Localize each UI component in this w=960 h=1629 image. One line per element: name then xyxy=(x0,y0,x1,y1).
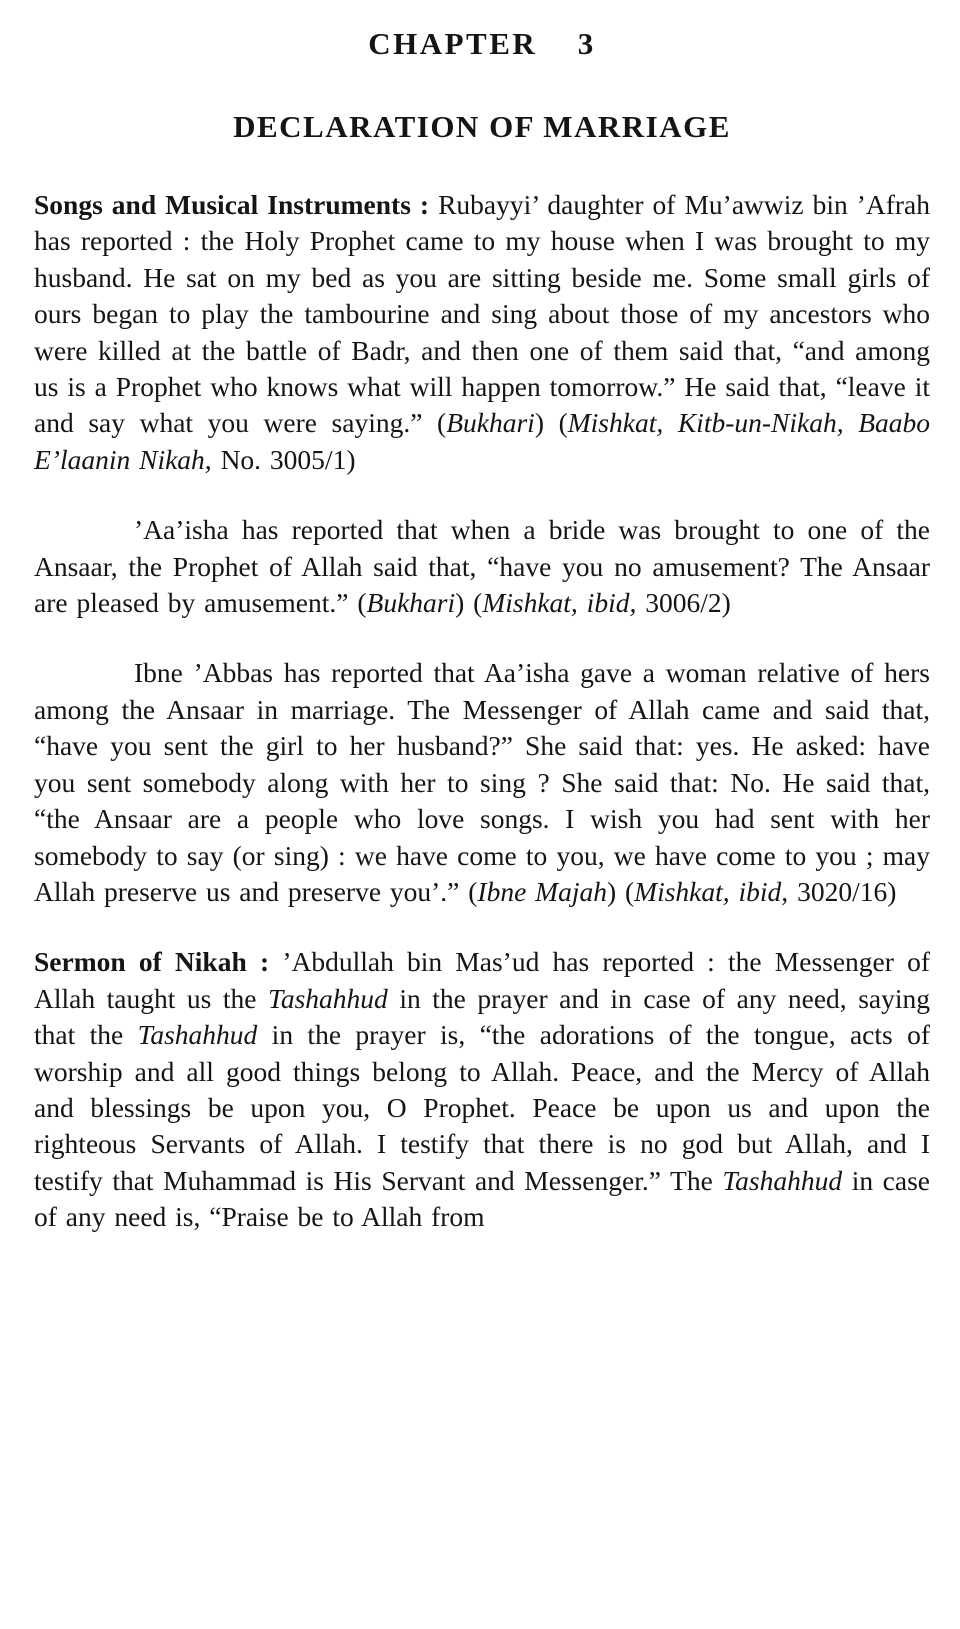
text-segment-normal: in case of any need is, “Praise be to Allah from xyxy=(34,1164,930,1233)
page-paragraphs xyxy=(34,187,930,1236)
text-segment-normal: 3020/16) xyxy=(788,875,897,907)
text-segment-normal: in the prayer and in case of any need, saying that the xyxy=(34,982,930,1051)
text-segment-normal: Rubayyi’ daughter of Mu’awwiz bin ’Afrah has reported : the Holy Prophet came to my house when I was brought to my husband. He sat on my bed as you are sitting beside me. Some small girls of ours began to play the tambourine and sing about those of my ancestors who were killed at the battle of Badr, and then one of them said that, “and among us is a Prophet who knows what will happen tomorrow.” He said that, “leave it and say what you were saying.” ( xyxy=(34,189,930,439)
text-segment-normal: ’Abdullah bin Mas’ud has reported : the Messenger of Allah taught us the xyxy=(34,946,931,1014)
section-title: DECLARATION OF MARRIAGE xyxy=(233,109,731,144)
text-segment-bold: Sermon of Nikah : xyxy=(34,946,283,978)
text-segment-italic: Tashahhud xyxy=(137,1019,258,1051)
text-segment-normal: ’Aa’isha has reported that when a bride was brought to one of the Ansaar, the Prophet of Allah said that, “have you no amusement? The Ansaar are pleased by amusement.” ( xyxy=(34,514,930,619)
text-segment-normal: No. 3005/1) xyxy=(211,443,356,475)
text-segment-italic: Tashahhud xyxy=(722,1164,843,1196)
text-segment-italic: Bukhari xyxy=(446,407,535,439)
text-segment-italic: Mishkat, Kitb-un-Nikah, Baabo E’laanin Nikah, xyxy=(34,407,930,475)
paragraph-2 xyxy=(34,512,930,621)
paragraph-3 xyxy=(34,655,930,910)
text-segment-normal: ) ( xyxy=(455,587,483,619)
text-segment-bold: Songs and Musical Instruments : xyxy=(34,189,439,220)
text-segment-italic: Mishkat, ibid, xyxy=(634,875,789,907)
paragraph-4 xyxy=(34,944,930,1235)
text-segment-italic: Mishkat, ibid, xyxy=(482,587,637,619)
text-segment-italic: Tashahhud xyxy=(268,982,388,1014)
text-segment-normal: in the prayer is, “the adorations of the tongue, acts of worship and all good things belong to Allah. Peace, and the Mercy of Allah and blessings be upon you, O Prophet. Peace be upon us and upon the righteous Servants of Allah. I testify that there is no god but Allah, and I testify that Muhammad is His Servant and Messenger.” The xyxy=(34,1019,931,1196)
text-segment-normal: 3006/2) xyxy=(636,587,731,619)
text-segment-normal: ) ( xyxy=(606,875,635,907)
chapter-title: CHAPTER 3 xyxy=(368,26,596,61)
text-segment-italic: Ibne Majah xyxy=(477,875,607,907)
text-segment-normal: Ibne ’Abbas has reported that Aa’isha gave a woman relative of hers among the Ansaar in marriage. The Messenger of Allah came and said that, “have you sent the girl to her husband?” She said that: yes. He asked: have you sent somebody along with her to sing ? She said that: No. He said that, “the Ansaar are a people who love songs. I wish you had sent with her somebody to say (or sing) : we have come to you, we have come to you ; may Allah preserve us and preserve you’.” ( xyxy=(34,657,930,907)
paragraph-1 xyxy=(34,187,930,478)
text-segment-italic: Bukhari xyxy=(366,587,456,619)
text-segment-normal: ) ( xyxy=(534,407,568,439)
